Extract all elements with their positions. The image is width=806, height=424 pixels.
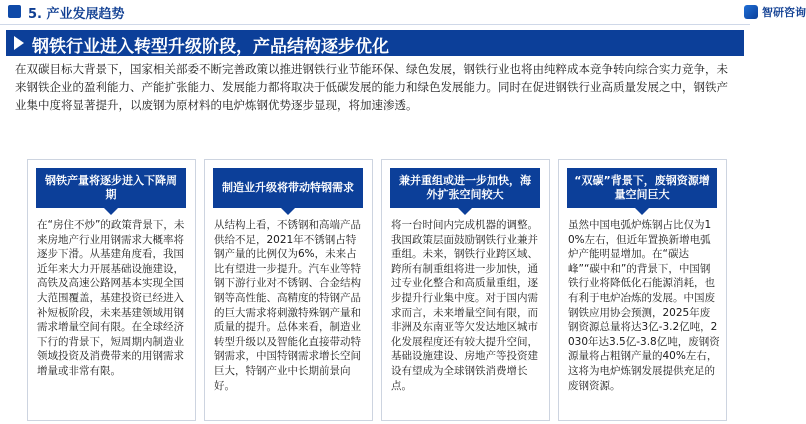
down-arrow-icon	[635, 208, 649, 215]
brand-name: 智研咨询	[762, 6, 806, 19]
title-banner	[6, 30, 744, 56]
trend-card-scrap-steel	[558, 159, 727, 421]
play-triangle-icon	[14, 36, 24, 50]
card-title: 钢铁产量将逐步进入下降周期	[36, 168, 186, 208]
trend-card-steel-output	[27, 159, 196, 421]
trend-card-special-steel	[204, 159, 373, 421]
intro-paragraph: 在双碳目标大背景下，国家相关部委不断完善政策以推进钢铁行业节能环保、绿色发展，钢铁行业也将由纯粹成本竞争转向综合实力竞争，未来钢铁企业的盈利能力、产能扩张能力、发展能力都将取决于低碳发展的能力和绿色发展能力。同时在促进钢铁行业高质量发展之中，钢铁产业集中度将显著提升，以废钢为原材料的电炉炼钢优势逐步显现，将加速渗透。	[15, 62, 728, 112]
card-body: 从结构上看，不锈钢和高端产品供给不足，2021年不锈钢占特钢产量的比例仅为6%，未来占比有望进一步提升。汽车业等特钢下游行业对不锈钢、合金结构钢等高性能、高精度的特钢产品的巨大需求将刺激特殊钢产量和质量的提升。总体来看，制造业转型升级以及智能化直接带动特钢需求，中国特钢需求增长空间巨大，特钢产业中长期前景向好。	[214, 219, 361, 392]
card-body: 在“房住不炒”的政策背景下，未来房地产行业用钢需求大概率将逐步下滑。从基建角度看，我国近年来大力开展基础设施建设，高铁及高速公路网基本实现全国大范围覆盖，基建投资已经进入补短板阶段，未来基建领域用钢需求增量空间有限。在全球经济下行的背景下，短周期内制造业领域投资及消费带来的用钢需求增量或非常有限。	[37, 219, 185, 377]
down-arrow-icon	[104, 208, 118, 215]
section-marker-icon	[8, 5, 21, 18]
card-title: “双碳”背景下，废钢资源增量空间巨大	[567, 168, 717, 208]
card-body: 虽然中国电弧炉炼钢占比仅为10%左右，但近年置换新增电弧炉产能明显增加。在“碳达峰”“碳中和”的背景下，中国钢铁行业将降低化石能源消耗，也有利于电炉冶炼的发展。中国废钢铁应用协会预测，2025年废钢资源总量将达3亿-3.2亿吨，2030年达3.5亿-3.8亿吨，废钢资源量将占粗钢产量的40%左右，这将为电炉炼钢发展提供充足的废钢资源。	[568, 219, 720, 392]
brand-mark-icon	[744, 5, 758, 19]
down-arrow-icon	[458, 208, 472, 215]
card-title: 兼并重组或进一步加快，海外扩张空间较大	[390, 168, 540, 208]
card-body: 将一台时间内完成机器的调整。我国政策层面鼓励钢铁行业兼并重组。未来，钢铁行业跨区域、跨所有制重组将进一步加快，通过专业化整合和高质量重组，逐步提升行业集中度。对于国内需求而言，未来增量空间有限，而非洲及东南亚等欠发达地区城市化发展程度还有较大提升空间，基础设施建设、房地产等投资建设有望成为全球钢铁消费增长点。	[391, 219, 538, 392]
card-title: 制造业升级将带动特钢需求	[213, 168, 363, 208]
section-title: 5. 产业发展趋势	[28, 7, 125, 22]
down-arrow-icon	[281, 208, 295, 215]
page-title: 钢铁行业进入转型升级阶段，产品结构逐步优化	[32, 37, 389, 57]
top-bar	[0, 0, 806, 25]
trend-card-mergers	[381, 159, 550, 421]
